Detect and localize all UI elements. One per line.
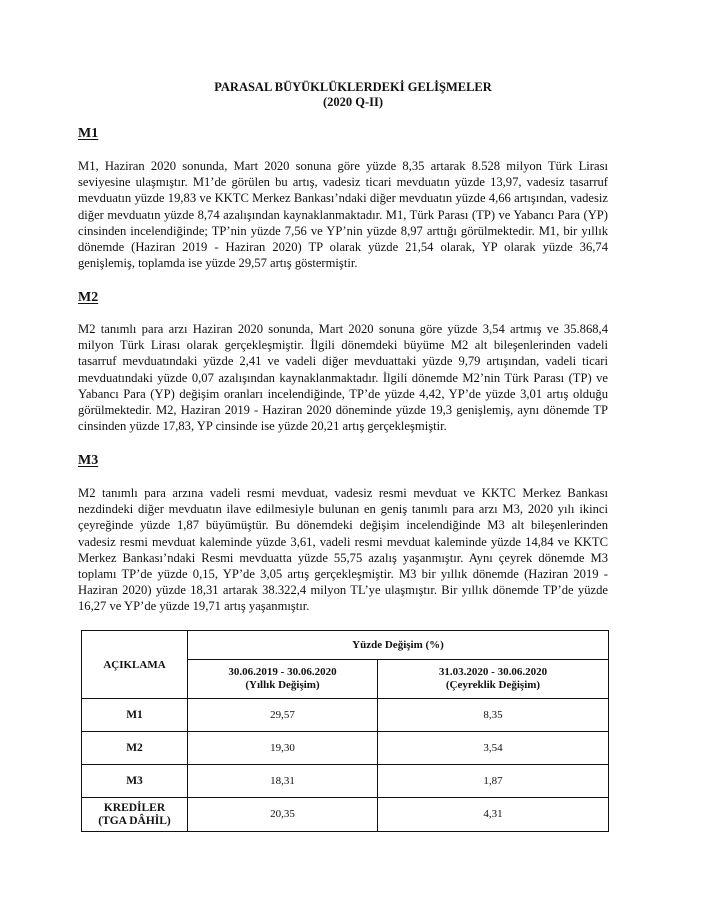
row-label: M1 — [82, 699, 188, 732]
document-title — [0, 80, 706, 110]
yearly-value: 29,57 — [188, 699, 378, 732]
quarterly-label: (Çeyreklik Değişim) — [445, 679, 541, 691]
title-main: PARASAL BÜYÜKLÜKLERDEKİ GELİŞMELER — [214, 80, 492, 94]
percent-change-table — [81, 630, 609, 832]
column-header-quarterly — [378, 660, 609, 699]
yearly-label: (Yıllık Değişim) — [245, 679, 320, 691]
row-label-line1: KREDİLER — [103, 801, 166, 814]
column-header-description: AÇIKLAMA — [82, 631, 188, 699]
table-row — [82, 798, 609, 832]
section-heading-m1: M1 — [78, 126, 99, 141]
table-row — [82, 732, 609, 765]
column-group-header: Yüzde Değişim (%) — [188, 631, 609, 660]
section-text-m3: M2 tanımlı para arzına vadeli resmi mevduat, vadesiz resmi mevduat ve KKTC Merkez Bankası nezdindeki diğer mevduatın ilave edilmesiyle bulunan en geniş tanımlı para arzı M3, 2020 yılı ikinci çeyreğinde yüzde 1,87 büyümüştür. Bu dönemdeki değişim incelendiğinde M3 alt bileşenlerinden vadesiz resmi mevduat kaleminde yüzde 3,61, vadeli resmi mevduat kaleminde yüzde 14,84 ve KKTC Merkez Bankası’ndaki Resmi mevduatta yüzde 55,75 azalış yaşanmıştır. Aynı çeyrek dönemde M3 toplamı TP’de yüzde 0,15, YP’de 3,05 artış gerçekleşmiştir. M3 bir yıllık dönemde (Haziran 2019 - Haziran 2020) yüzde 18,31 artarak 38.322,4 milyon TL’ye ulaşmıştır. Bir yıllık dönemde TP’de yüzde 16,27 ve YP’de yüzde 19,71 artış yaşanmıştır. — [78, 486, 608, 614]
column-header-yearly — [188, 660, 378, 699]
yearly-period: 30.06.2019 - 30.06.2020 — [228, 666, 337, 678]
row-label — [82, 798, 188, 832]
quarterly-value: 3,54 — [378, 732, 609, 765]
row-label-line2: (TGA DÂHİL) — [98, 814, 171, 827]
yearly-value: 20,35 — [188, 798, 378, 832]
section-heading-m3: M3 — [78, 453, 99, 468]
section-text-m2: M2 tanımlı para arzı Haziran 2020 sonunda, Mart 2020 sonuna göre yüzde 3,54 artmış ve 35.868,4 milyon Türk Lirası olarak gerçekleşmiştir. İlgili dönemdeki büyüme M2 alt bileşenlerinden vadeli tasarruf mevduatındaki yüzde 2,41 ve vadeli diğer mevduattaki yüzde 9,79 artışından, vadeli ticari mevduatındaki yüzde 0,07 azalışından kaynaklanmaktadır. İlgili dönemde M2’nin Türk Parası (TP) ve Yabancı Para (YP) değişim oranları incelendiğinde, TP’de yüzde 4,42, YP’de yüzde 3,01 artış olduğu görülmektedir. M2, Haziran 2019 - Haziran 2020 döneminde yüzde 19,3 genişlemiş, aynı dönemde TP cinsinden yüzde 17,83, YP cinsinde ise yüzde 20,21 artış gerçekleşmiştir. — [78, 322, 608, 434]
yearly-value: 18,31 — [188, 765, 378, 798]
quarterly-period: 31.03.2020 - 30.06.2020 — [438, 666, 548, 678]
row-label: M2 — [82, 732, 188, 765]
table-row — [82, 765, 609, 798]
quarterly-value: 1,87 — [378, 765, 609, 798]
table-row — [82, 699, 609, 732]
title-period: (2020 Q-II) — [322, 95, 384, 109]
section-text-m1: M1, Haziran 2020 sonunda, Mart 2020 sonuna göre yüzde 8,35 artarak 8.528 milyon Türk Lirası seviyesine ulaşmıştır. M1’de görülen bu artış, vadesiz ticari mevduatın yüzde 13,97, vadesiz tasarruf mevduatın yüzde 19,83 ve KKTC Merkez Bankası’ndaki diğer mevduatın yüzde 4,66 artışından, vadesiz diğer mevduatın yüzde 8,74 azalışından kaynaklanmaktadır. M1, Türk Parası (TP) ve Yabancı Para (YP) cinsinden incelendiğinde; TP’nin yüzde 7,56 ve YP’nin yüzde 8,97 arttığı görülmektedir. M1, bir yıllık dönemde (Haziran 2019 - Haziran 2020) TP olarak yüzde 21,54 olarak, YP olarak yüzde 36,74 genişlemiş, toplamda ise yüzde 29,57 artış göstermiştir. — [78, 159, 608, 271]
section-heading-m2: M2 — [78, 290, 99, 305]
quarterly-value: 4,31 — [378, 798, 609, 832]
row-label: M3 — [82, 765, 188, 798]
quarterly-value: 8,35 — [378, 699, 609, 732]
yearly-value: 19,30 — [188, 732, 378, 765]
